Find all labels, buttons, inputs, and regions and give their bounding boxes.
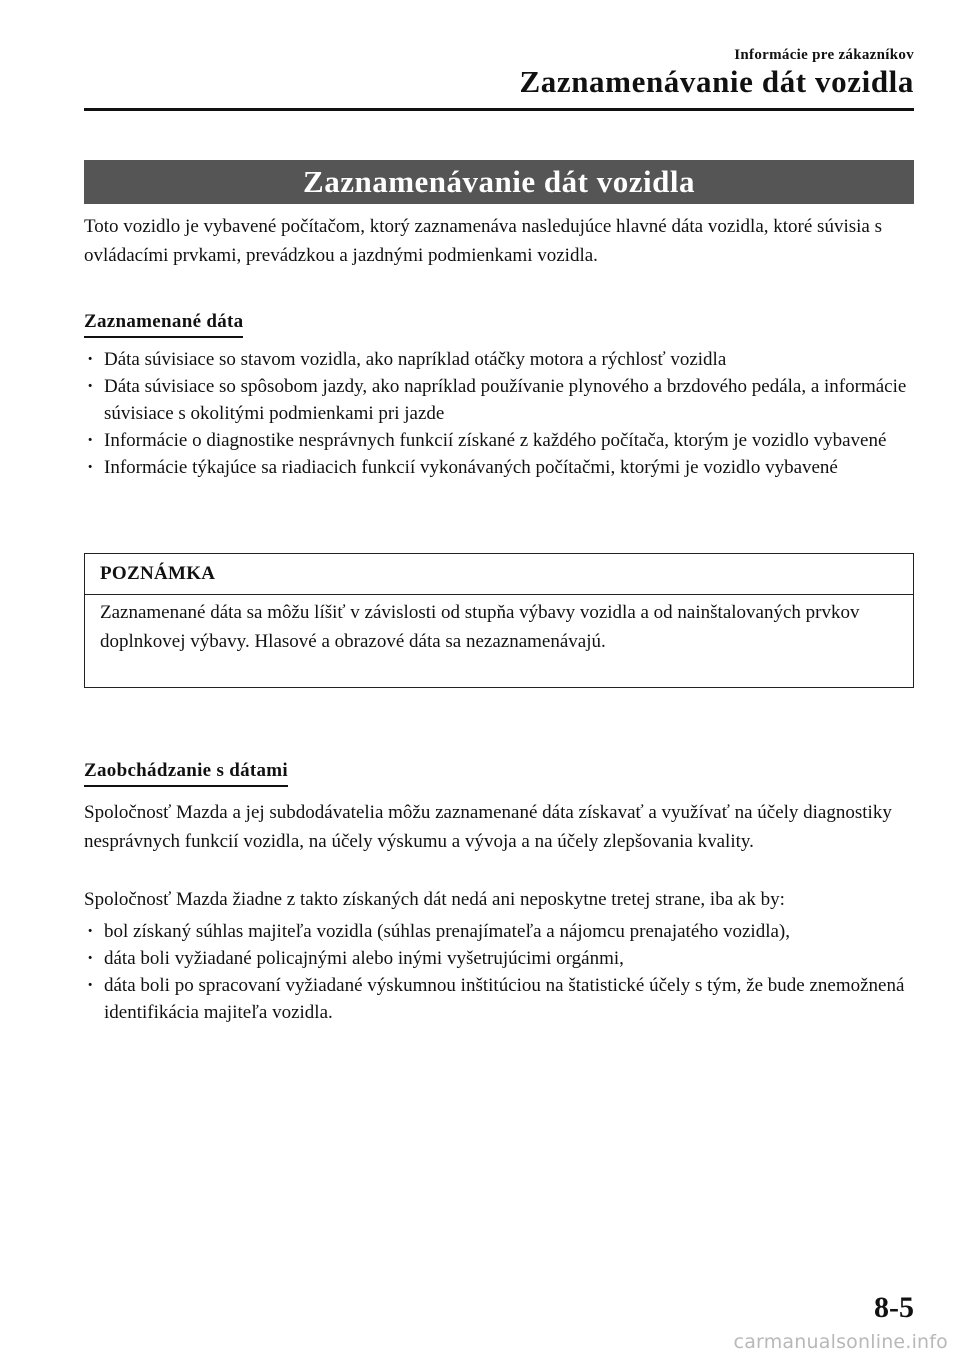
- chapter-label: Informácie pre zákazníkov: [734, 47, 914, 63]
- page-header-title: Zaznamenávanie dát vozidla: [519, 64, 914, 99]
- list-item: · dáta boli po spracovaní vyžiadané výskumnou inštitúciou na štatistické účely s tým, že bude znemožnená identifikácia majiteľa vozidla.: [84, 972, 914, 1026]
- header-divider: [84, 108, 914, 111]
- disclosure-conditions-list: [84, 918, 914, 1026]
- list-item: · Dáta súvisiace so spôsobom jazdy, ako napríklad používanie plynového a brzdového pedála, a informácie súvisiace s okolitými podmienkami pri jazde: [84, 373, 914, 427]
- recorded-data-heading: Zaznamenané dáta: [84, 311, 243, 338]
- handling-paragraph: Spoločnosť Mazda a jej subdodávatelia môžu zaznamenané dáta získavať a využívať na účely diagnostiky nesprávnych funkcií vozidla, na účely výskumu a vývoja a na účely zlepšovania kvality.: [84, 802, 892, 852]
- intro-paragraph: Toto vozidlo je vybavené počítačom, ktorý zaznamenáva nasledujúce hlavné dáta vozidla, ktoré súvisia s ovládacími prvkami, prevádzkou a jazdnými podmienkami vozidla.: [84, 216, 882, 266]
- list-item: · Dáta súvisiace so stavom vozidla, ako napríklad otáčky motora a rýchlosť vozidla: [84, 346, 914, 373]
- section-title-banner: Zaznamenávanie dát vozidla: [84, 160, 914, 204]
- page-number: 8-5: [874, 1291, 914, 1324]
- handling-paragraph-conditions: Spoločnosť Mazda žiadne z takto získaných dát nedá ani neposkytne tretej strane, iba ak by:: [84, 889, 785, 910]
- list-item: · bol získaný súhlas majiteľa vozidla (súhlas prenajímateľa a nájomcu prenajatého vozidla),: [84, 918, 914, 945]
- recorded-data-list: [84, 346, 914, 481]
- watermark: carmanualsonline.info: [733, 1331, 948, 1353]
- note-title: POZNÁMKA: [85, 554, 913, 595]
- data-handling-heading: Zaobchádzanie s dátami: [84, 760, 288, 787]
- list-item: · Informácie o diagnostike nesprávnych funkcií získané z každého počítača, ktorým je vozidlo vybavené: [84, 427, 914, 454]
- list-item: · Informácie týkajúce sa riadiacich funkcií vykonávaných počítačmi, ktorými je vozidlo vybavené: [84, 454, 914, 481]
- note-body: Zaznamenané dáta sa môžu líšiť v závislosti od stupňa výbavy vozidla a od nainštalovaných prvkov doplnkovej výbavy. Hlasové a obrazové dáta sa nezaznamenávajú.: [100, 602, 860, 652]
- note-box: [84, 553, 914, 688]
- list-item: · dáta boli vyžiadané policajnými alebo inými vyšetrujúcimi orgánmi,: [84, 945, 914, 972]
